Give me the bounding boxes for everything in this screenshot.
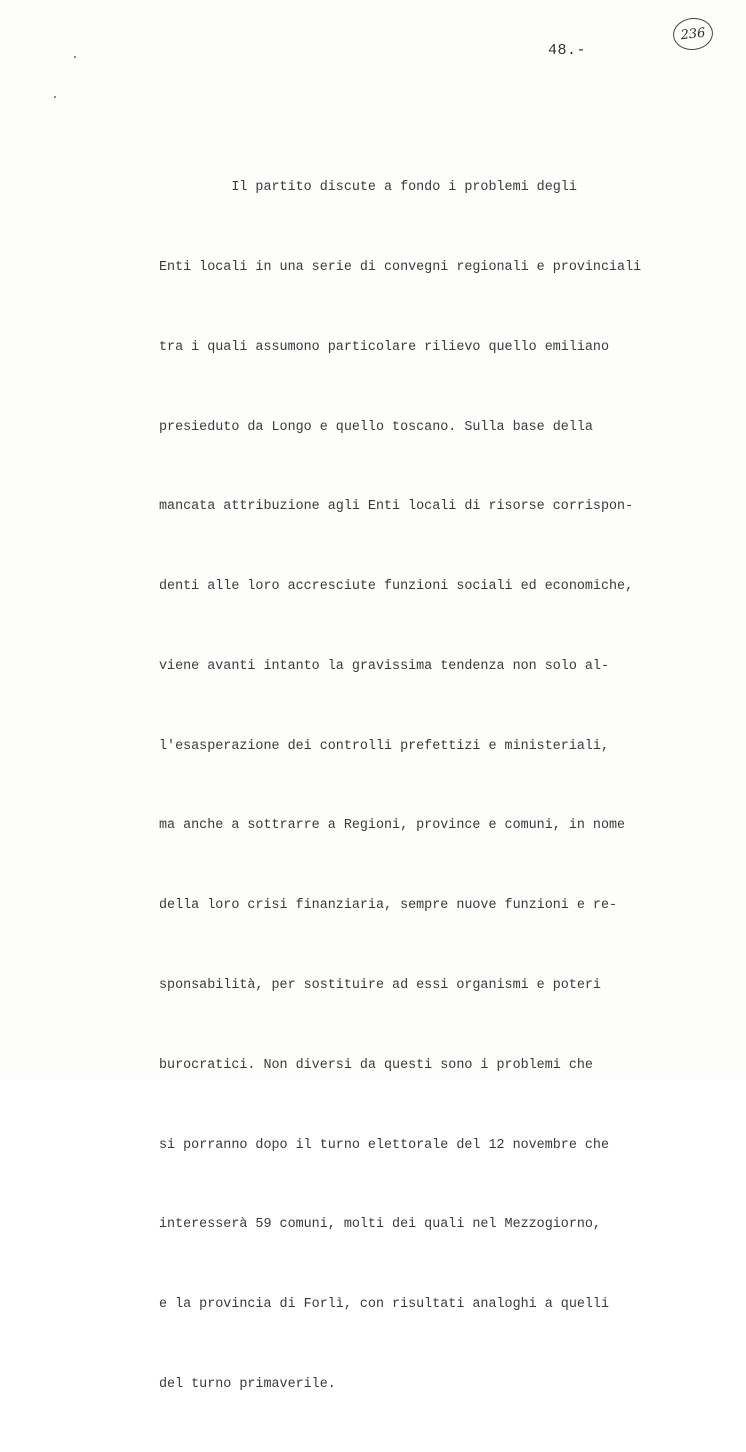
text-line: si porranno dopo il turno elettorale del 12 novembre che (159, 1137, 609, 1153)
text-line: e la provincia di Forlì, con risultati analoghi a quelli (159, 1297, 609, 1313)
text-line: Enti locali in una serie di convegni regionali e provinciali (159, 259, 642, 275)
text-line: burocratici. Non diversi da questi sono i problemi che (159, 1057, 593, 1073)
text-line: mancata attribuzione agli Enti locali di risorse corrispon- (159, 499, 634, 515)
text-line: della loro crisi finanziaria, sempre nuove funzioni e re- (159, 898, 618, 914)
text-line: l'esasperazione dei controlli prefettizi e ministeriali, (159, 738, 609, 754)
text-line: interesserà 59 comuni, molti dei quali nel Mezzogiorno, (159, 1217, 601, 1233)
text-line: sponsabilità, per sostituire ad essi organismi e poteri (159, 978, 601, 993)
text-line: viene avanti intanto la gravissima tendenza non solo al- (159, 658, 609, 674)
ink-speck (54, 96, 56, 98)
text-line: tra i quali assumono particolare rilievo quello emiliano (159, 339, 609, 355)
text-line: del turno primaverile. (159, 1376, 336, 1392)
text-line: Il partito discute a fondo i problemi degli (159, 180, 577, 196)
ink-speck (74, 56, 76, 58)
text-line: denti alle loro accresciute funzioni sociali ed economiche, (159, 579, 634, 595)
page-number: 48.- (548, 42, 587, 59)
archive-stamp: 236 (671, 16, 714, 52)
body-text (159, 122, 719, 1452)
text-line: presieduto da Longo e quello toscano. Sulla base della (159, 419, 593, 435)
text-line: ma anche a sottrarre a Regioni, province e comuni, in nome (159, 818, 626, 834)
